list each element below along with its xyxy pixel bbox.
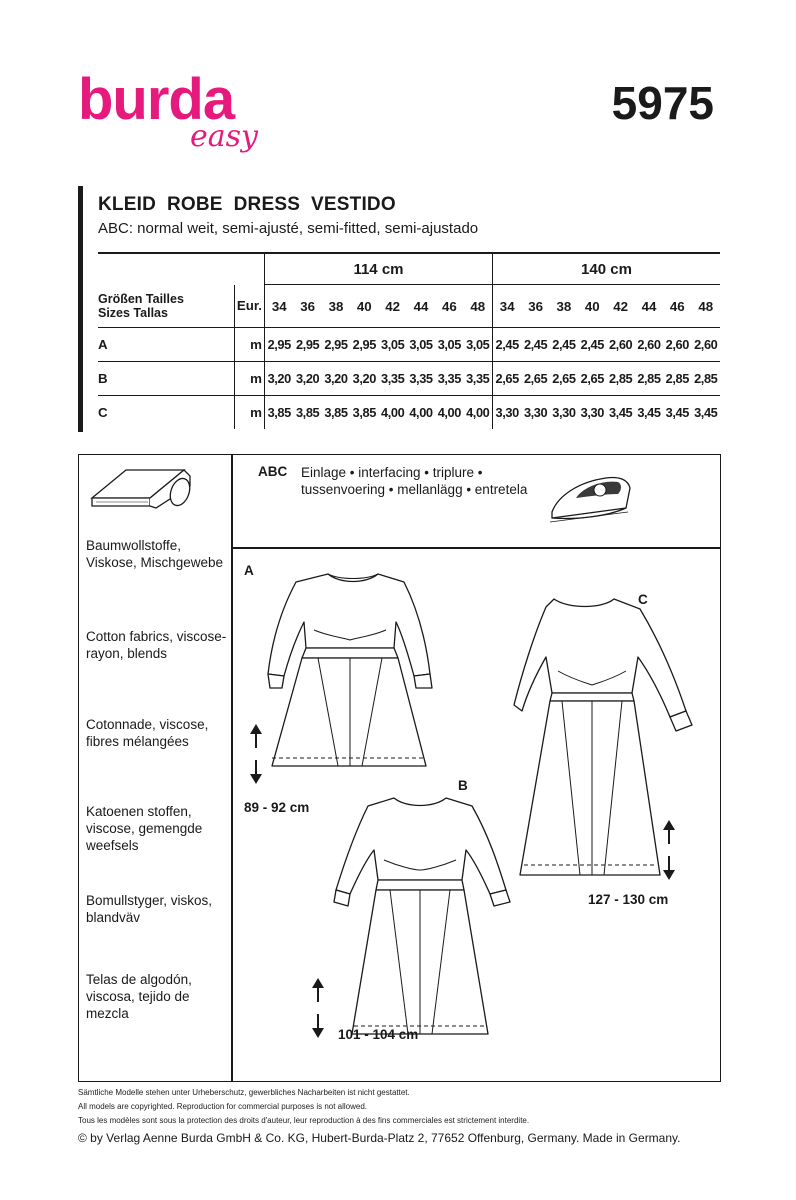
size-header-cell: 46 bbox=[441, 298, 457, 314]
size-header-cell: 38 bbox=[328, 298, 344, 314]
size-header-cell: 48 bbox=[470, 298, 486, 314]
view-c-letter: C bbox=[638, 592, 648, 607]
size-header-cell: 34 bbox=[492, 285, 521, 328]
pattern-number: 5975 bbox=[611, 77, 714, 129]
size-label bbox=[98, 285, 234, 328]
size-header-cell: 48 bbox=[698, 298, 714, 314]
yardage-cell: 3,30 bbox=[521, 396, 549, 430]
view-label: C bbox=[98, 396, 234, 430]
yardage-cell: 2,95 bbox=[350, 328, 378, 362]
unit-label: m bbox=[234, 396, 265, 430]
yardage-cell: 2,60 bbox=[606, 328, 634, 362]
table-row bbox=[98, 362, 720, 396]
yardage-cell: 3,45 bbox=[635, 396, 663, 430]
fabric-roll-icon bbox=[88, 462, 198, 512]
fit-subtitle: ABC: normal weit, semi-ajusté, semi-fitted, semi-ajustado bbox=[98, 220, 479, 237]
size-header-cell: 42 bbox=[385, 298, 401, 314]
yardage-cell: 4,00 bbox=[464, 396, 493, 430]
yardage-cell: 2,45 bbox=[492, 328, 521, 362]
yardage-cell: 4,00 bbox=[378, 396, 406, 430]
yardage-cell: 2,95 bbox=[293, 328, 321, 362]
view-label: B bbox=[98, 362, 234, 396]
yardage-cell: 2,65 bbox=[550, 362, 578, 396]
fabric-text-en: Cotton fabrics, viscose-rayon, blends bbox=[86, 629, 227, 661]
yardage-cell: 3,20 bbox=[293, 362, 321, 396]
fabric-requirements-table bbox=[98, 252, 720, 429]
fabric-text-de: Baumwollstoffe, Viskose, Mischgewebe bbox=[86, 538, 224, 570]
yardage-cell: 2,95 bbox=[322, 328, 350, 362]
fabric-text-fr: Cotonnade, viscose, fibres mélangées bbox=[86, 717, 209, 749]
logo-brand-text: burda bbox=[78, 67, 235, 132]
logo-line-text: easy bbox=[190, 119, 258, 154]
size-label-line-2: Sizes Tallas bbox=[98, 305, 168, 320]
yardage-cell: 2,85 bbox=[606, 362, 634, 396]
yardage-cell: 3,05 bbox=[378, 328, 406, 362]
yardage-cell: 3,85 bbox=[350, 396, 378, 430]
yardage-cell: 3,35 bbox=[378, 362, 406, 396]
size-label-line-1: Größen Tailles bbox=[98, 291, 184, 306]
yardage-cell: 3,05 bbox=[464, 328, 493, 362]
yardage-cell: 3,30 bbox=[550, 396, 578, 430]
burda-easy-logo bbox=[78, 67, 298, 170]
size-header-cell: 40 bbox=[584, 298, 600, 314]
yardage-cell: 2,85 bbox=[635, 362, 663, 396]
fabric-text-sv: Bomullstyger, viskos, blandväv bbox=[86, 893, 213, 925]
yardage-cell: 3,85 bbox=[293, 396, 321, 430]
yardage-cell: 2,65 bbox=[521, 362, 549, 396]
iron-icon bbox=[548, 468, 648, 528]
yardage-cell: 2,45 bbox=[521, 328, 549, 362]
table-row bbox=[98, 285, 720, 328]
title-accent-bar bbox=[78, 186, 83, 432]
yardage-cell: 2,60 bbox=[663, 328, 691, 362]
yardage-cell: 3,35 bbox=[407, 362, 435, 396]
yardage-cell: 3,35 bbox=[435, 362, 463, 396]
footer-en: All models are copyrighted. Reproduction for commercial purposes is not allowed. bbox=[78, 1102, 368, 1111]
yardage-cell: 2,45 bbox=[578, 328, 606, 362]
dress-a-illustration bbox=[258, 570, 448, 780]
interfacing-views: ABC bbox=[258, 464, 288, 479]
table-row bbox=[98, 328, 720, 362]
length-arrow-a-icon bbox=[249, 722, 263, 786]
copyright-line: © by Verlag Aenne Burda GmbH & Co. KG, Hubert-Burda-Platz 2, 77652 Offenburg, Germany. Made in Germany. bbox=[78, 1131, 681, 1145]
size-header-cell: 40 bbox=[356, 298, 372, 314]
size-header-cell: 44 bbox=[641, 298, 657, 314]
yardage-cell: 3,20 bbox=[265, 362, 294, 396]
yardage-cell: 2,95 bbox=[265, 328, 294, 362]
size-header-cell: 34 bbox=[265, 285, 294, 328]
yardage-cell: 2,65 bbox=[492, 362, 521, 396]
length-arrow-c-icon bbox=[662, 818, 676, 882]
yardage-cell: 2,65 bbox=[578, 362, 606, 396]
yardage-cell: 3,85 bbox=[265, 396, 294, 430]
unit-label: m bbox=[234, 328, 265, 362]
table-row bbox=[98, 396, 720, 430]
yardage-cell: 2,85 bbox=[691, 362, 720, 396]
yardage-cell: 3,45 bbox=[606, 396, 634, 430]
view-a-length: 89 - 92 cm bbox=[244, 800, 310, 815]
view-label: A bbox=[98, 328, 234, 362]
yardage-cell: 4,00 bbox=[435, 396, 463, 430]
yardage-cell: 3,35 bbox=[464, 362, 493, 396]
size-header-cell: 46 bbox=[669, 298, 685, 314]
yardage-cell: 3,05 bbox=[435, 328, 463, 362]
yardage-cell: 3,30 bbox=[492, 396, 521, 430]
size-header-cell: 44 bbox=[413, 298, 429, 314]
size-header-cell: 36 bbox=[528, 298, 543, 314]
size-header-cell: 38 bbox=[556, 298, 572, 314]
width-header-114: 114 cm bbox=[265, 253, 493, 285]
yardage-cell: 3,20 bbox=[350, 362, 378, 396]
unit-label: m bbox=[234, 362, 265, 396]
yardage-cell: 2,60 bbox=[635, 328, 663, 362]
yardage-cell: 3,45 bbox=[663, 396, 691, 430]
size-header-cell: 36 bbox=[300, 298, 316, 314]
garment-title: KLEID ROBE DRESS VESTIDO bbox=[98, 194, 396, 215]
yardage-cell: 3,20 bbox=[322, 362, 350, 396]
yardage-cell: 4,00 bbox=[407, 396, 435, 430]
yardage-cell: 3,85 bbox=[322, 396, 350, 430]
yardage-cell: 2,85 bbox=[663, 362, 691, 396]
footer-fr: Tous les modèles sont sous la protection des droits d'auteur, leur reproduction à des fins commerciales est strictement interdite. bbox=[78, 1116, 530, 1125]
yardage-cell: 3,45 bbox=[691, 396, 720, 430]
size-header-cell: 42 bbox=[613, 298, 629, 314]
view-a-letter: A bbox=[244, 563, 254, 578]
view-b-length: 101 - 104 cm bbox=[338, 1027, 419, 1042]
yardage-cell: 3,05 bbox=[407, 328, 435, 362]
dress-b-illustration bbox=[330, 790, 520, 1050]
table-row bbox=[98, 253, 720, 285]
view-c-length: 127 - 130 cm bbox=[588, 892, 669, 907]
view-b-letter: B bbox=[458, 778, 468, 793]
width-header-140: 140 cm bbox=[492, 253, 720, 285]
fabric-text-es: Telas de algodón, viscosa, tejido de mezcla bbox=[86, 972, 192, 1021]
fabric-text-nl: Katoenen stoffen, viscose, gemengde weefsels bbox=[86, 804, 203, 853]
yardage-cell: 2,60 bbox=[691, 328, 720, 362]
yardage-cell: 2,45 bbox=[550, 328, 578, 362]
yardage-cell: 3,30 bbox=[578, 396, 606, 430]
interfacing-text: Einlage • interfacing • triplure • tussenvoering • mellanlägg • entretela bbox=[301, 465, 528, 497]
eur-label: Eur. bbox=[234, 285, 265, 328]
row-divider bbox=[231, 547, 720, 549]
length-arrow-b-icon bbox=[311, 976, 325, 1040]
footer-de: Sämtliche Modelle stehen unter Urheberschutz, gewerbliches Nacharbeiten ist nicht gestattet. bbox=[78, 1088, 410, 1097]
